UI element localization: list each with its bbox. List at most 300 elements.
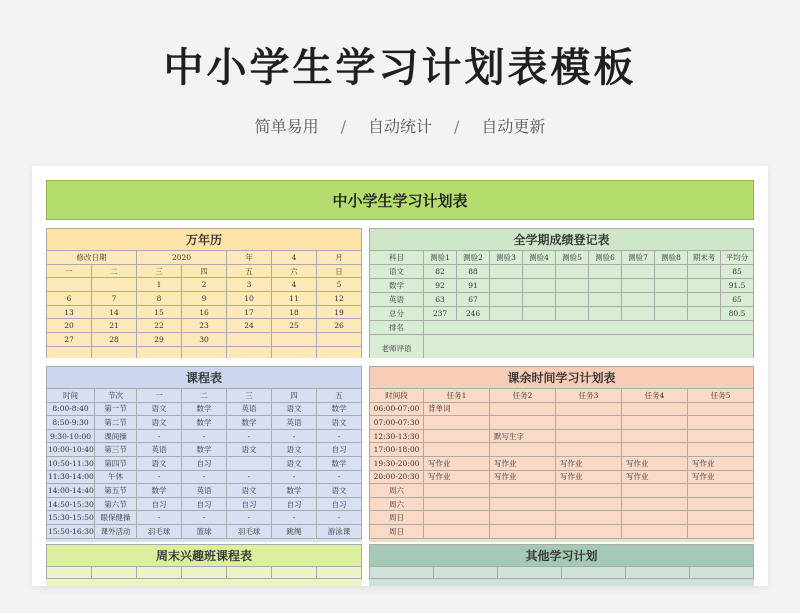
table-cell[interactable]: 24 [227, 319, 272, 333]
table-cell[interactable]: 写作业 [556, 456, 622, 470]
table-cell[interactable]: 14 [92, 305, 137, 319]
table-cell[interactable] [690, 567, 754, 579]
table-cell[interactable] [688, 511, 754, 525]
table-cell[interactable] [490, 279, 523, 293]
table-cell[interactable]: 1 [137, 278, 182, 292]
table-cell[interactable]: 二 [92, 264, 137, 278]
table-cell[interactable]: 数学 [137, 484, 182, 498]
table-cell[interactable] [47, 567, 92, 579]
table-cell[interactable]: 语文 [227, 484, 272, 498]
table-cell[interactable]: 11 [272, 292, 317, 306]
table-cell[interactable]: 第一节 [95, 402, 137, 416]
table-cell[interactable]: 英语 [227, 402, 272, 416]
table-cell[interactable] [424, 511, 490, 525]
table-cell[interactable]: - [317, 470, 362, 484]
table-cell[interactable] [688, 484, 754, 498]
table-cell[interactable] [589, 279, 622, 293]
table-cell[interactable]: 3 [227, 278, 272, 292]
table-cell[interactable] [589, 293, 622, 307]
table-cell[interactable]: - [137, 429, 182, 443]
table-cell[interactable]: 五 [227, 264, 272, 278]
table-cell[interactable] [490, 524, 556, 538]
table-row [47, 456, 362, 470]
table-cell[interactable]: 语文 [317, 484, 362, 498]
table-cell[interactable]: 任务2 [490, 389, 556, 403]
table-cell[interactable]: 26 [317, 319, 362, 333]
table-cell[interactable]: 246 [457, 307, 490, 321]
table-cell[interactable]: 06:00-07:00 [370, 402, 424, 416]
separator: / [454, 117, 460, 136]
table-cell[interactable]: - [272, 429, 317, 443]
table-cell[interactable]: 22 [137, 319, 182, 333]
table-row [370, 416, 754, 430]
table-cell[interactable]: 14:00-14:40 [47, 484, 95, 498]
table-cell[interactable]: 周日 [370, 524, 424, 538]
table-cell[interactable]: - [182, 470, 227, 484]
table-row [47, 305, 362, 319]
table-cell[interactable] [556, 307, 589, 321]
table-cell[interactable] [622, 443, 688, 457]
table-cell[interactable] [490, 511, 556, 525]
table-cell[interactable]: 英语 [137, 443, 182, 457]
table-cell[interactable]: 跳绳 [272, 524, 317, 538]
table-cell[interactable]: 21 [92, 319, 137, 333]
table-row [370, 402, 754, 416]
table-cell[interactable]: 时间 [47, 389, 95, 403]
table-cell[interactable]: - [227, 511, 272, 525]
table-row [370, 470, 754, 484]
table-cell[interactable] [589, 307, 622, 321]
table-cell[interactable]: 写作业 [424, 456, 490, 470]
table-cell[interactable] [424, 524, 490, 538]
table-cell[interactable]: - [227, 470, 272, 484]
table-cell[interactable] [556, 484, 622, 498]
table-cell[interactable]: 数学 [317, 402, 362, 416]
course-table [46, 388, 362, 539]
table-cell[interactable]: 17:00-18:00 [370, 443, 424, 457]
table-cell[interactable]: 10:50-11:30 [47, 456, 95, 470]
table-cell[interactable]: 8:00-8:40 [47, 402, 95, 416]
tag-auto-stats: 自动统计 [367, 117, 432, 136]
table-cell[interactable]: 语文 [272, 402, 317, 416]
table-cell[interactable] [92, 567, 137, 579]
table-cell[interactable]: 二 [182, 389, 227, 403]
table-cell[interactable]: 英语 [272, 416, 317, 430]
table-cell[interactable]: 19:30-20:00 [370, 456, 424, 470]
table-cell[interactable] [137, 567, 182, 579]
table-cell[interactable] [523, 293, 556, 307]
table-cell[interactable]: 9:30-10:00 [47, 429, 95, 443]
table-cell[interactable] [424, 335, 754, 359]
table-cell[interactable]: 月 [317, 251, 362, 265]
table-cell[interactable] [655, 265, 688, 279]
afterschool-body [370, 389, 754, 539]
table-cell[interactable] [556, 524, 622, 538]
table-cell[interactable]: 默写生字 [490, 429, 556, 443]
table-cell[interactable]: 英语 [370, 293, 424, 307]
table-cell[interactable]: 8:50-9:30 [47, 416, 95, 430]
table-cell[interactable]: 背单词 [424, 402, 490, 416]
table-cell[interactable] [622, 307, 655, 321]
table-cell[interactable]: 测验2 [457, 251, 490, 265]
table-cell[interactable]: 91.5 [721, 279, 754, 293]
table-cell[interactable] [622, 265, 655, 279]
table-cell[interactable] [317, 567, 362, 579]
table-cell[interactable]: 20:00-20:30 [370, 470, 424, 484]
table-cell[interactable]: 10 [227, 292, 272, 306]
table-cell[interactable] [227, 456, 272, 470]
table-cell[interactable]: 语文 [317, 416, 362, 430]
table-cell[interactable]: 12 [317, 292, 362, 306]
table-cell[interactable]: 眼保健操 [95, 511, 137, 525]
table-cell[interactable]: 期末考 [688, 251, 721, 265]
table-cell[interactable] [47, 278, 92, 292]
table-cell[interactable] [227, 346, 272, 358]
table-cell[interactable] [523, 279, 556, 293]
table-cell[interactable]: 28 [92, 333, 137, 347]
table-cell[interactable]: - [182, 429, 227, 443]
table-cell[interactable] [622, 293, 655, 307]
other-plan-table [369, 566, 754, 579]
table-cell[interactable]: 4 [272, 251, 317, 265]
table-cell[interactable]: 自习 [137, 497, 182, 511]
table-cell[interactable]: 四 [272, 389, 317, 403]
table-cell[interactable]: 任务3 [556, 389, 622, 403]
table-cell[interactable]: - [137, 470, 182, 484]
table-cell[interactable]: 数学 [182, 416, 227, 430]
table-cell[interactable]: 测验5 [556, 251, 589, 265]
table-cell[interactable]: - [272, 511, 317, 525]
table-cell[interactable]: 科目 [370, 251, 424, 265]
table-cell[interactable] [272, 333, 317, 347]
table-cell[interactable]: 15 [137, 305, 182, 319]
table-cell[interactable] [424, 416, 490, 430]
table-cell[interactable]: 四 [182, 264, 227, 278]
rank-label[interactable]: 排名 [370, 321, 424, 335]
table-cell[interactable] [622, 402, 688, 416]
table-cell[interactable]: 写作业 [490, 470, 556, 484]
table-cell[interactable] [92, 278, 137, 292]
table-cell[interactable]: 数学 [227, 416, 272, 430]
table-cell[interactable]: 语文 [137, 416, 182, 430]
table-cell[interactable] [490, 402, 556, 416]
table-cell[interactable] [556, 511, 622, 525]
table-cell[interactable]: - [227, 429, 272, 443]
table-cell[interactable] [272, 346, 317, 358]
table-cell[interactable] [622, 524, 688, 538]
table-cell[interactable]: 16 [182, 305, 227, 319]
table-cell[interactable]: 9 [182, 292, 227, 306]
table-cell[interactable]: 5 [317, 278, 362, 292]
table-cell[interactable]: 第二节 [95, 416, 137, 430]
table-cell[interactable] [622, 497, 688, 511]
table-cell[interactable]: 语文 [227, 443, 272, 457]
comment-label[interactable]: 老师评语 [370, 335, 424, 359]
table-cell[interactable]: 修改日期 [47, 251, 137, 265]
table-row [47, 470, 362, 484]
table-cell[interactable] [424, 497, 490, 511]
table-cell[interactable]: 羽毛球 [227, 524, 272, 538]
table-cell[interactable]: 写作业 [556, 470, 622, 484]
table-cell[interactable]: 18 [272, 305, 317, 319]
table-cell[interactable]: 88 [457, 265, 490, 279]
table-cell[interactable] [424, 429, 490, 443]
table-cell[interactable] [490, 307, 523, 321]
separator: / [340, 117, 346, 136]
table-cell[interactable]: 测验8 [655, 251, 688, 265]
table-cell[interactable]: 六 [272, 264, 317, 278]
table-cell[interactable]: 数学 [182, 402, 227, 416]
table-cell[interactable] [622, 279, 655, 293]
table-cell[interactable]: 2020 [137, 251, 227, 265]
table-cell[interactable]: 语文 [272, 443, 317, 457]
table-cell[interactable]: - [182, 511, 227, 525]
table-cell[interactable] [182, 567, 227, 579]
table-cell[interactable]: 15:50-16:30 [47, 524, 95, 538]
table-cell[interactable] [556, 429, 622, 443]
table-cell[interactable] [688, 402, 754, 416]
table-row [370, 511, 754, 525]
table-row [370, 251, 754, 265]
table-cell[interactable]: 13 [47, 305, 92, 319]
table-cell[interactable]: 测验7 [622, 251, 655, 265]
table-cell[interactable]: 周日 [370, 511, 424, 525]
table-cell[interactable] [490, 484, 556, 498]
table-cell[interactable]: 总分 [370, 307, 424, 321]
table-cell[interactable]: 任务5 [688, 389, 754, 403]
table-cell[interactable]: 11:30-14:00 [47, 470, 95, 484]
table-cell[interactable] [622, 429, 688, 443]
table-cell[interactable]: 语文 [370, 265, 424, 279]
table-cell[interactable]: 写作业 [622, 456, 688, 470]
table-cell[interactable]: 第三节 [95, 443, 137, 457]
table-cell[interactable] [655, 279, 688, 293]
table-cell[interactable] [490, 416, 556, 430]
table-cell[interactable] [92, 346, 137, 358]
course-panel [46, 366, 362, 542]
table-cell[interactable] [589, 265, 622, 279]
table-cell[interactable]: 63 [424, 293, 457, 307]
table-cell[interactable]: 午休 [95, 470, 137, 484]
table-cell[interactable] [688, 524, 754, 538]
table-cell[interactable]: 数学 [317, 456, 362, 470]
table-cell[interactable]: 12:30-13:30 [370, 429, 424, 443]
table-cell[interactable]: 27 [47, 333, 92, 347]
table-cell[interactable] [490, 293, 523, 307]
table-cell[interactable] [490, 497, 556, 511]
other-plan-title: 其他学习计划 [369, 544, 754, 566]
table-cell[interactable]: 日 [317, 264, 362, 278]
table-row [47, 264, 362, 278]
table-cell[interactable]: 周六 [370, 484, 424, 498]
table-row [370, 265, 754, 279]
table-cell[interactable]: 测验1 [424, 251, 457, 265]
table-cell[interactable]: 数学 [370, 279, 424, 293]
table-cell[interactable]: 写作业 [622, 470, 688, 484]
table-row [370, 293, 754, 307]
table-cell[interactable]: 7 [92, 292, 137, 306]
table-row [47, 346, 362, 358]
grades-panel [369, 228, 754, 358]
table-cell[interactable] [523, 265, 556, 279]
table-cell[interactable] [556, 279, 589, 293]
table-cell[interactable] [556, 497, 622, 511]
table-cell[interactable]: 23 [182, 319, 227, 333]
calendar-table [46, 250, 362, 358]
table-cell[interactable]: 时间段 [370, 389, 424, 403]
table-cell[interactable]: 自习 [317, 497, 362, 511]
table-cell[interactable]: - [137, 511, 182, 525]
table-cell[interactable]: 语文 [272, 456, 317, 470]
table-cell[interactable] [688, 497, 754, 511]
table-cell[interactable]: 自习 [272, 497, 317, 511]
table-cell[interactable]: 游泳课 [317, 524, 362, 538]
table-cell[interactable]: 测验6 [589, 251, 622, 265]
table-cell[interactable] [523, 307, 556, 321]
table-cell[interactable] [137, 346, 182, 358]
table-cell[interactable] [655, 307, 688, 321]
table-row [47, 416, 362, 430]
table-cell[interactable]: 14:50-15:30 [47, 497, 95, 511]
table-cell[interactable]: 写作业 [490, 456, 556, 470]
table-cell[interactable]: - [317, 429, 362, 443]
table-cell[interactable] [498, 567, 562, 579]
table-cell[interactable]: 周六 [370, 497, 424, 511]
table-cell[interactable]: 语文 [137, 456, 182, 470]
table-cell[interactable]: 写作业 [688, 456, 754, 470]
table-cell[interactable]: 65 [721, 293, 754, 307]
table-cell[interactable] [424, 443, 490, 457]
weekend-title: 周末兴趣班课程表 [46, 544, 362, 566]
table-cell[interactable] [370, 567, 434, 579]
table-cell[interactable]: 29 [137, 333, 182, 347]
table-cell[interactable] [688, 416, 754, 430]
table-cell[interactable]: 10:00-10:40 [47, 443, 95, 457]
table-cell[interactable]: 一 [137, 389, 182, 403]
table-cell[interactable] [622, 511, 688, 525]
course-body [47, 389, 362, 539]
table-cell[interactable]: 三 [137, 264, 182, 278]
table-cell[interactable]: 任务4 [622, 389, 688, 403]
table-cell[interactable] [272, 567, 317, 579]
table-cell[interactable]: 第六节 [95, 497, 137, 511]
table-cell[interactable]: 节次 [95, 389, 137, 403]
table-cell[interactable] [688, 429, 754, 443]
table-cell[interactable]: 2 [182, 278, 227, 292]
table-cell[interactable]: 写作业 [424, 470, 490, 484]
table-cell[interactable] [490, 443, 556, 457]
table-cell[interactable] [688, 279, 721, 293]
table-cell[interactable] [626, 567, 690, 579]
table-cell[interactable] [688, 265, 721, 279]
table-cell[interactable]: 30 [182, 333, 227, 347]
table-cell[interactable]: 91 [457, 279, 490, 293]
table-cell[interactable]: 19 [317, 305, 362, 319]
table-cell[interactable]: 测验4 [523, 251, 556, 265]
table-row [47, 484, 362, 498]
table-row [47, 524, 362, 538]
table-cell[interactable]: 4 [272, 278, 317, 292]
table-cell[interactable]: 20 [47, 319, 92, 333]
table-cell[interactable] [622, 416, 688, 430]
table-cell[interactable]: 67 [457, 293, 490, 307]
table-cell[interactable]: 自习 [317, 443, 362, 457]
table-cell[interactable]: 17 [227, 305, 272, 319]
afterschool-title: 课余时间学习计划表 [369, 366, 754, 388]
table-cell[interactable] [424, 321, 754, 335]
table-cell[interactable]: 写作业 [688, 470, 754, 484]
table-cell[interactable]: 82 [424, 265, 457, 279]
table-cell[interactable] [688, 443, 754, 457]
table-cell[interactable]: 五 [317, 389, 362, 403]
table-cell[interactable] [622, 484, 688, 498]
table-cell[interactable]: 英语 [182, 484, 227, 498]
table-cell[interactable]: 任务1 [424, 389, 490, 403]
table-cell[interactable]: - [272, 470, 317, 484]
table-cell[interactable] [182, 346, 227, 358]
table-cell[interactable] [556, 402, 622, 416]
table-cell[interactable] [556, 265, 589, 279]
table-cell[interactable]: 25 [272, 319, 317, 333]
table-cell[interactable]: 15:30-15:50 [47, 511, 95, 525]
table-cell[interactable] [655, 293, 688, 307]
table-cell[interactable] [317, 333, 362, 347]
table-row [47, 567, 362, 579]
table-cell[interactable] [556, 416, 622, 430]
table-cell[interactable]: 92 [424, 279, 457, 293]
table-cell[interactable]: 一 [47, 264, 92, 278]
table-cell[interactable]: 课间操 [95, 429, 137, 443]
table-cell[interactable]: 自习 [182, 456, 227, 470]
table-cell[interactable]: 6 [47, 292, 92, 306]
table-cell[interactable]: 测验3 [490, 251, 523, 265]
table-cell[interactable]: 07:00-07:30 [370, 416, 424, 430]
table-cell[interactable] [424, 484, 490, 498]
table-cell[interactable] [317, 346, 362, 358]
table-cell[interactable] [434, 567, 498, 579]
table-cell[interactable]: 数学 [272, 484, 317, 498]
table-cell[interactable]: 80.5 [721, 307, 754, 321]
table-cell[interactable] [562, 567, 626, 579]
table-cell[interactable]: 课外活动 [95, 524, 137, 538]
table-cell[interactable]: 三 [227, 389, 272, 403]
table-row [370, 456, 754, 470]
table-cell[interactable]: 85 [721, 265, 754, 279]
table-cell[interactable] [688, 307, 721, 321]
table-cell[interactable]: 第四节 [95, 456, 137, 470]
table-cell[interactable] [688, 293, 721, 307]
table-cell[interactable]: 年 [227, 251, 272, 265]
table-cell[interactable] [556, 443, 622, 457]
table-cell[interactable]: - [317, 511, 362, 525]
table-cell[interactable]: 自习 [227, 497, 272, 511]
table-cell[interactable] [47, 346, 92, 358]
table-cell[interactable] [556, 293, 589, 307]
table-cell[interactable]: 羽毛球 [137, 524, 182, 538]
table-cell[interactable]: 自习 [182, 497, 227, 511]
table-cell[interactable]: 237 [424, 307, 457, 321]
table-cell[interactable]: 第五节 [95, 484, 137, 498]
table-cell[interactable]: 数学 [182, 443, 227, 457]
table-row [47, 292, 362, 306]
table-cell[interactable]: 平均分 [721, 251, 754, 265]
table-cell[interactable] [227, 567, 272, 579]
table-cell[interactable] [490, 265, 523, 279]
table-cell[interactable] [227, 333, 272, 347]
table-cell[interactable]: 篮球 [182, 524, 227, 538]
table-cell[interactable]: 语文 [137, 402, 182, 416]
table-cell[interactable]: 8 [137, 292, 182, 306]
